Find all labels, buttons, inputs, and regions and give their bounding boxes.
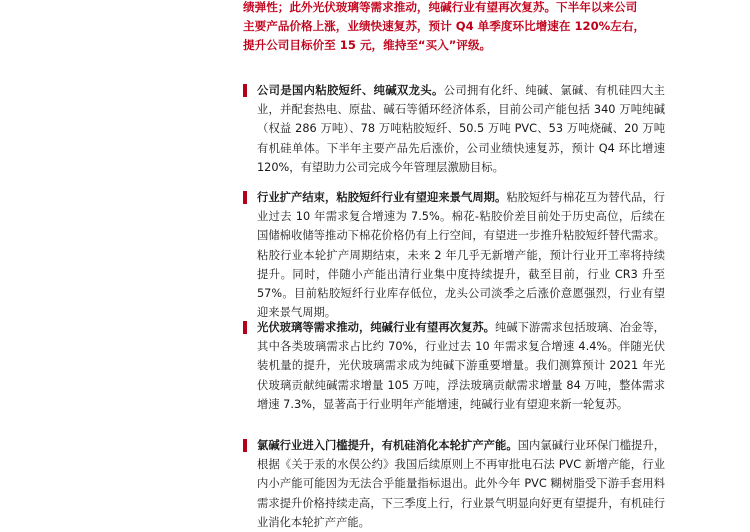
section-lead: 公司是国内粘胶短纤、纯碱双龙头。 (257, 84, 444, 97)
section-marker (243, 84, 247, 97)
intro-summary (243, 0, 665, 56)
intro-line-2: 主要产品价格上涨，业绩快速复苏，预计 Q4 单季度环比增速在 120%左右， (243, 19, 646, 34)
section-company-overview (243, 81, 665, 177)
section-body: 公司拥有化纤、纯碱、氯碱、有机硅四大主业，并配套热电、原盐、碱石等循环经济体系，目前公司产能包括 340 万吨纯碱（权益 286 万吨）、78 万吨粘胶短纤、50.5 万吨 PVC、53 万吨烧碱、20 万吨有机硅单体。下半年主要产品先后涨价，公司业绩快速复苏，预计 Q4 环比增速 120%，有望助力公司完成今年管理层激励目标。 (257, 84, 665, 174)
section-marker (243, 321, 247, 334)
section-body: 粘胶短纤与棉花互为替代品，行业过去 10 年需求复合增速为 7.5%。棉花-粘胶价差目前处于历史高位，后续在国储棉收储等推动下棉花价格仍有上行空间，有望进一步推升粘胶短纤替代需求。粘胶行业本轮扩产周期结束，未来 2 年几乎无新增产能，预计行业开工率将持续提升。同时，伴随小产能出清行业集中度持续提升，截至目前，行业 CR3 升至 57%。目前粘胶短纤行业库存低位，龙头公司淡季之后涨价意愿强烈，行业有望迎来景气周期。 (257, 191, 665, 320)
section-lead: 光伏玻璃等需求推动，纯碱行业有望再次复苏。 (257, 321, 496, 334)
section-marker (243, 439, 247, 452)
section-body: 纯碱下游需求包括玻璃、冶金等，其中各类玻璃需求占比约 70%，行业过去 10 年需求复合增速 4.4%。伴随光伏装机量的提升，光伏玻璃需求成为纯碱下游重要增量。我们测算预计 2021 年光伏玻璃贡献纯碱需求增量 105 万吨，浮法玻璃贡献需求增量 84 万吨，整体需求增速 7.3%，显著高于行业明年产能增速，纯碱行业有望迎来新一轮复苏。 (257, 321, 665, 411)
section-lead: 行业扩产结束，粘胶短纤行业有望迎来景气周期。 (257, 191, 507, 204)
section-lead: 氯碱行业进入门槛提升，有机硅消化本轮扩产产能。 (257, 439, 518, 452)
section-viscose-fiber (243, 188, 665, 322)
intro-line-1: 绩弹性；此外光伏玻璃等需求推动，纯碱行业有望再次复苏。下半年以来公司 (243, 0, 638, 14)
section-chlor-alkali (243, 436, 665, 532)
section-soda-ash (243, 318, 665, 414)
section-marker (243, 191, 247, 204)
intro-line-3: 提升公司目标价至 15 元，维持至“买入”评级。 (243, 38, 492, 53)
section-body: 国内氯碱行业环保门槛提升，根据《关于汞的水俣公约》我国后续原则上不再审批电石法 PVC 新增产能，行业内小产能可能因为无法合乎能量指标退出。此外今年 PVC 糊树脂受下游手套用料需求提升价格持续走高，下三季度上行，行业景气明显向好更有望提升，有机硅行业消化本轮扩产产能。 (257, 439, 665, 529)
